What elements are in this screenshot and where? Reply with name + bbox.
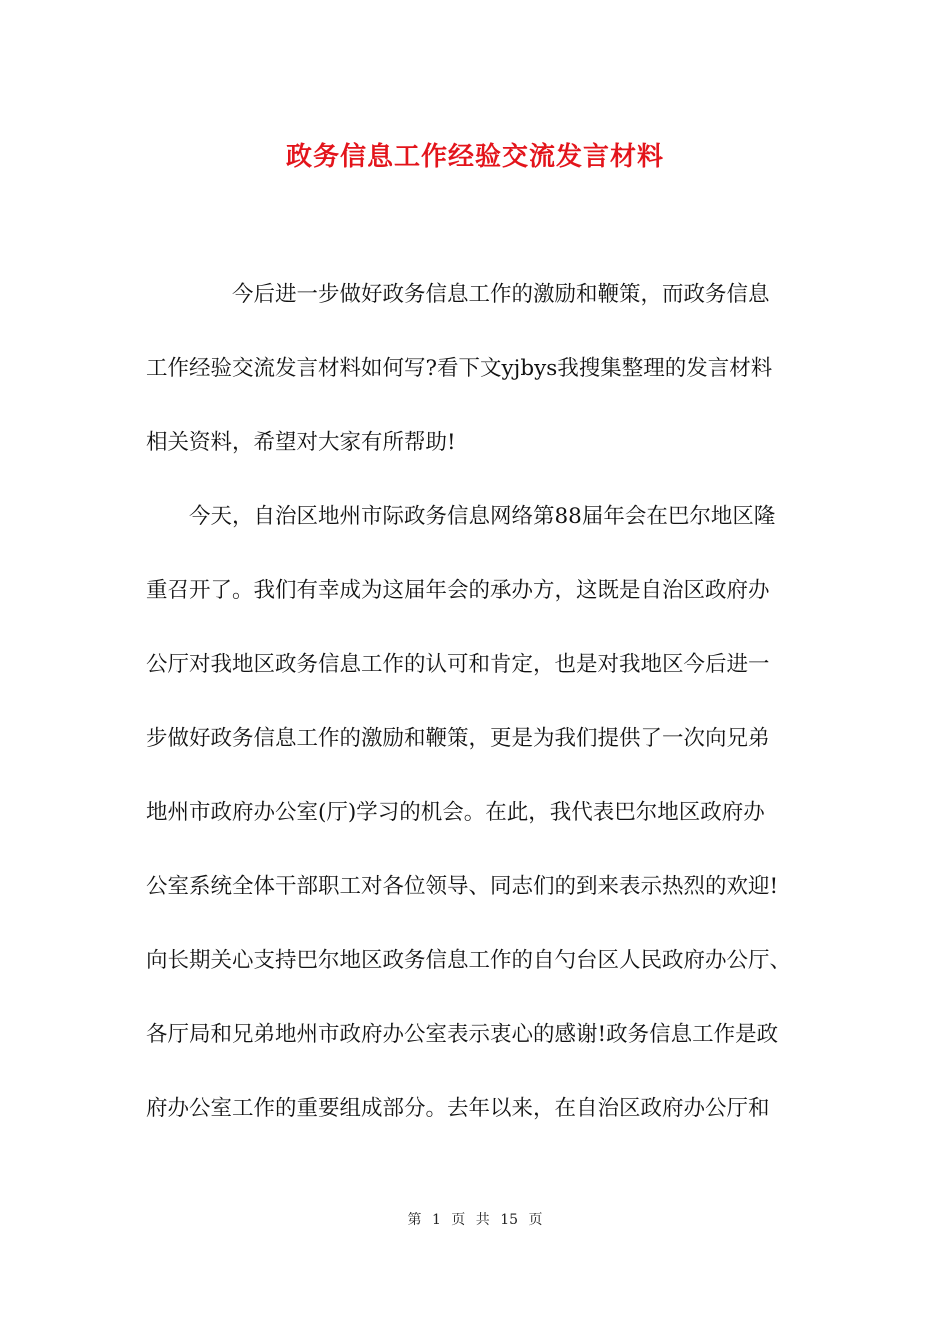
paragraph-line: 公室系统全体干部职工对各位领导、同志们的到来表示热烈的欢迎! xyxy=(146,874,779,899)
paragraph-line: 公厅对我地区政务信息工作的认可和肯定，也是对我地区今后进一 xyxy=(146,652,770,677)
paragraph-line: 今天，自治区地州市际政务信息网络第88届年会在巴尔地区隆 xyxy=(189,504,776,529)
page-number: 第 1 页 共 15 页 xyxy=(407,1212,543,1228)
paragraph-line: 步做好政务信息工作的激励和鞭策，更是为我们提供了一次向兄弟 xyxy=(146,726,770,751)
paragraph-line: 相关资料，希望对大家有所帮助! xyxy=(146,430,456,455)
paragraph-line: 重召开了。我们有幸成为这届年会的承办方，这既是自治区政府办 xyxy=(146,578,770,603)
paragraph-line: 各厅局和兄弟地州市政府办公室表示衷心的感谢!政务信息工作是政 xyxy=(146,1022,779,1047)
paragraph-line: 工作经验交流发言材料如何写?看下文yjbys我搜集整理的发言材料 xyxy=(146,356,773,381)
paragraph-line: 向长期关心支持巴尔地区政务信息工作的自勺台区人民政府办公厅、 xyxy=(146,948,792,973)
paragraph-line: 今后进一步做好政务信息工作的激励和鞭策，而政务信息 xyxy=(232,282,770,307)
document-title: 政务信息工作经验交流发言材料 xyxy=(285,142,664,172)
paragraph-line: 地州市政府办公室(厅)学习的机会。在此，我代表巴尔地区政府办 xyxy=(146,800,765,825)
paragraph-line: 府办公室工作的重要组成部分。去年以来，在自治区政府办公厅和 xyxy=(146,1096,770,1121)
